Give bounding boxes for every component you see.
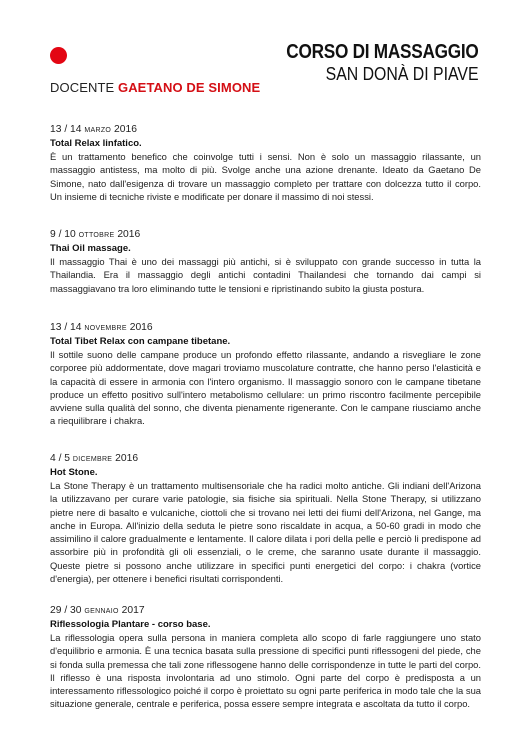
course-section — [50, 321, 481, 428]
docente-name: GAETANO DE SIMONE — [117, 80, 261, 95]
course-section — [50, 228, 481, 295]
date-days: 13 / 14 — [50, 124, 82, 135]
date-year: 2016 — [115, 453, 139, 464]
course-date — [50, 123, 481, 137]
date-month: MARZO — [84, 127, 112, 134]
date-days: 13 / 14 — [50, 322, 82, 333]
docente-label: DOCENTE — [50, 80, 115, 95]
course-date — [50, 228, 481, 242]
course-description: La Stone Therapy è un trattamento multisensoriale che ha radici molto antiche. Gli indiani dell'Arizona la utilizzavano per curare varie patologie, sia fisiche sia spirituali. Nella Stone Therapy, si utilizzano pietre nere di basalto e vulcaniche, ciottoli che si trovano nei letti dei fiumi dell'Arizona, nel Gange, ma anche in Europa. All'inizio della seduta le pietre sono riscaldate in acqua, a 50-60 gradi in modo che assimilino il calore gradualmente e lentamente. Il calore dilata i pori della pelle e perciò li predispone ad assorbire più in profondità gli oli essenziali, o le creme, che saranno usate durante il massaggio. Queste pietre si possono anche utilizzare in specifici punti energetici del corpo: i chakra (vortice d'energia), per ottenere i benefici risultati corrispondenti. — [50, 480, 481, 585]
page-header — [255, 41, 479, 85]
docente-line — [50, 80, 260, 95]
course-description: Il sottile suono delle campane produce un profondo effetto rilassante, andando a risvegliare le zone corporee più addormentate, dove magari troviamo muscolature contratte, che hanno perso l'elasticità e la capacità di essere in armonia con l'intero organismo. Il massaggio sonoro con le campane tibetane produce un effetto positivo sull'intero metabolismo cellulare: un primo riscontro facilmente percepibile avviene sulla qualità del sonno, che diventa pienamente rigenerante. Con le campane riusciamo anche a riequilibrare i chakra. — [50, 349, 481, 427]
course-title: Thai Oil massage. — [50, 243, 131, 254]
course-description: La riflessologia opera sulla persona in maniera completa allo scopo di farle raggiungere uno stato d'equilibrio e armonia. È una tecnica basata sulla pressione di specifici punti riflessogeni del piede, che si fonda sulla premessa che tali zone riflessogene hanno delle corrispondenze in tutte le parti del corpo. Il riflesso è una risposta involontaria ad uno stimolo. Ogni parte del corpo è predisposta a un interessamento riflessologico poiché il corpo è proiettato su ogni parte periferica in modo tale che la sua situazione generale, centrale e periferica, possa essere sempre integrata e ascoltata da tutto il corpo. — [50, 632, 481, 710]
course-section — [50, 604, 481, 711]
date-days: 4 / 5 — [50, 453, 71, 464]
date-year: 2016 — [114, 124, 137, 135]
page-title: CORSO DI MASSAGGIO — [286, 41, 479, 63]
course-date — [50, 452, 481, 466]
date-days: 9 / 10 — [50, 229, 76, 240]
course-title: Hot Stone. — [50, 467, 98, 478]
course-section — [50, 123, 481, 203]
course-section — [50, 452, 481, 585]
course-description: È un trattamento benefico che coinvolge tutti i sensi. Non è solo un massaggio rilassante, un massaggio antistess, ma molto di più. Svolge anche una azione drenante. Ideato da Gaetano De Simone, nato dall'esigenza di trovare un massaggio completo per trattare con dolcezza tutto il corpo. Un insieme di tecniche riviste e modificate per donare il massimo di noi stessi. — [50, 151, 481, 202]
course-description: Il massaggio Thai è uno dei massaggi più antichi, si è sviluppato con grande successo in tutta la Thailandia. Era il massaggio degli antichi contadini Thailandesi che tornando dai campi si massaggiavano tra loro eliminando tutte le tensioni e ripristinando subito la giusta postura. — [50, 256, 481, 294]
date-month: NOVEMBRE — [84, 325, 127, 332]
date-month: OTTOBRE — [78, 232, 115, 239]
date-days: 29 / 30 — [50, 605, 82, 616]
date-year: 2016 — [129, 322, 153, 333]
course-date — [50, 321, 481, 335]
course-title: Total Tibet Relax con campane tibetane. — [50, 336, 231, 347]
date-month: GENNAIO — [84, 608, 119, 615]
red-dot-icon — [50, 47, 67, 64]
date-month: DICEMBRE — [72, 456, 113, 463]
course-title: Total Relax linfatico. — [50, 138, 142, 149]
date-year: 2016 — [117, 229, 141, 240]
date-year: 2017 — [121, 605, 145, 616]
course-date — [50, 604, 481, 618]
page-subtitle: SAN DONÀ DI PIAVE — [326, 64, 479, 84]
course-title: Riflessologia Plantare - corso base. — [50, 619, 211, 630]
